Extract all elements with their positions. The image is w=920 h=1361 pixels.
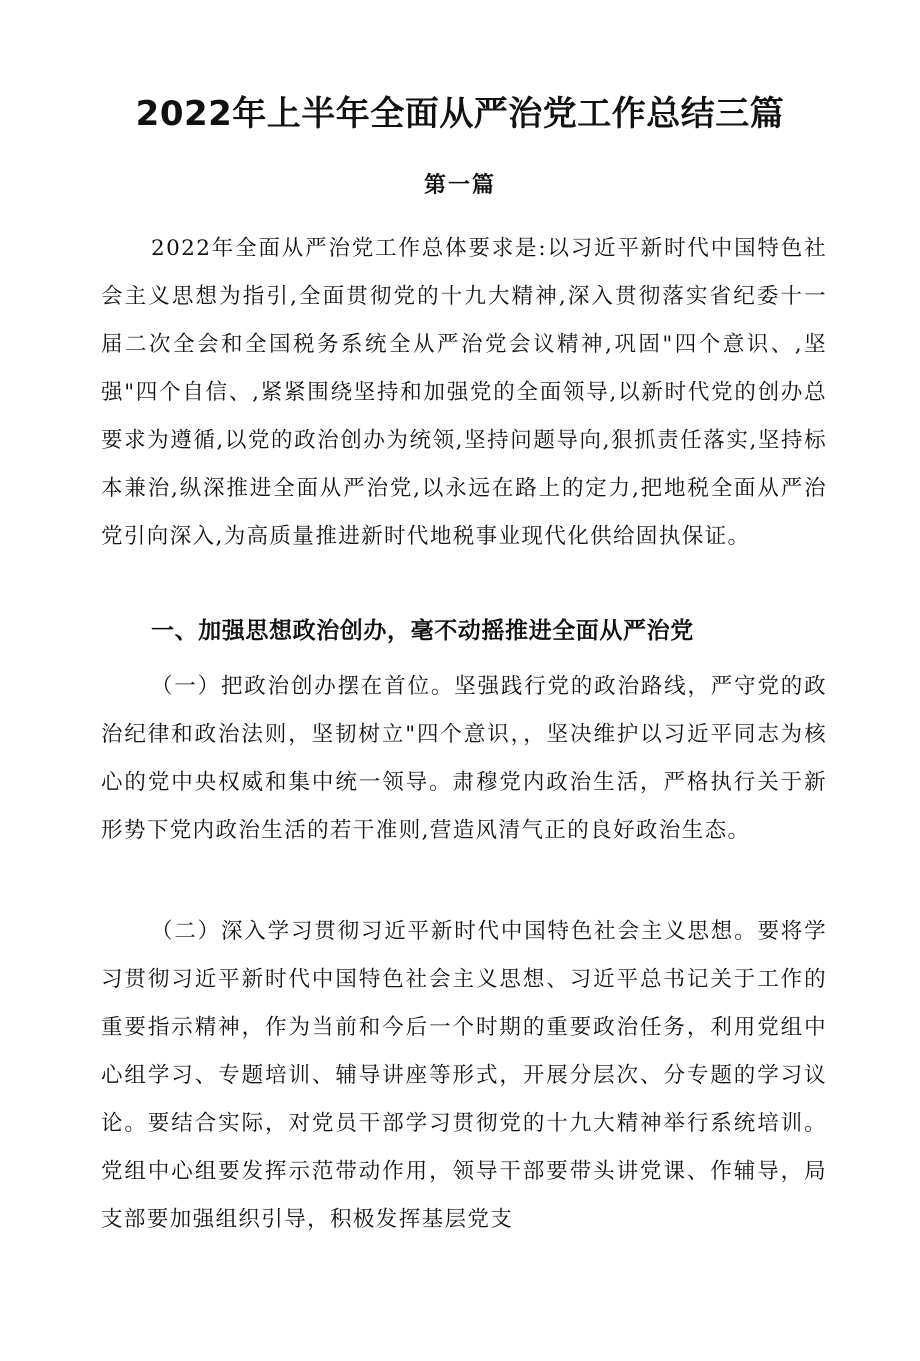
paragraph-intro: 2022年全面从严治党工作总体要求是:以习近平新时代中国特色社会主义思想为指引,全面贯彻党的十九大精神,深入贯彻落实省纪委十一届二次全会和全国税务系统全从严治党会议精神,巩固"四个意识、,坚强"四个自信、,紧紧围绕坚持和加强党的全面领导,以新时代党的创办总要求为遵循,以党的政治创办为统领,坚持问题导向,狠抓责任落实,坚持标本兼治,纵深推进全面从严治党,以永远在路上的定力,把地税全面从严治党引向深入,为高质量推进新时代地税事业现代化供给固执保证。	[101, 236, 827, 549]
paragraph-item-1: （一）把政治创办摆在首位。坚强践行党的政治路线，严守党的政治纪律和政治法则，坚韧树立"四个意识，，坚决维护以习近平同志为核心的党中央权威和集中统一领导。肃穆党内政治生活，严格执行关于新形势下党内政治生活的若干准则,营造风清气正的良好政治生态。	[101, 674, 827, 843]
section-heading: 一、加强思想政治创办，毫不动摇推进全面从严治党	[151, 618, 694, 644]
paragraph-item-2: （二）深入学习贯彻习近平新时代中国特色社会主义思想。要将学习贯彻习近平新时代中国特色社会主义思想、习近平总书记关于工作的重要指示精神，作为当前和今后一个时期的重要政治任务，利用党组中心组学习、专题培训、辅导讲座等形式，开展分层次、分专题的学习议论。要结合实际，对党员干部学习贯彻党的十九大精神举行系统培训。党组中心组要发挥示范带动作用，领导干部要带头讲党课、作辅导，局支部要加强组织引导，积极发挥基层党支	[101, 919, 827, 1232]
document-subtitle: 第一篇	[423, 172, 496, 198]
document-title: 2022年上半年全面从严治党工作总结三篇	[135, 94, 785, 134]
